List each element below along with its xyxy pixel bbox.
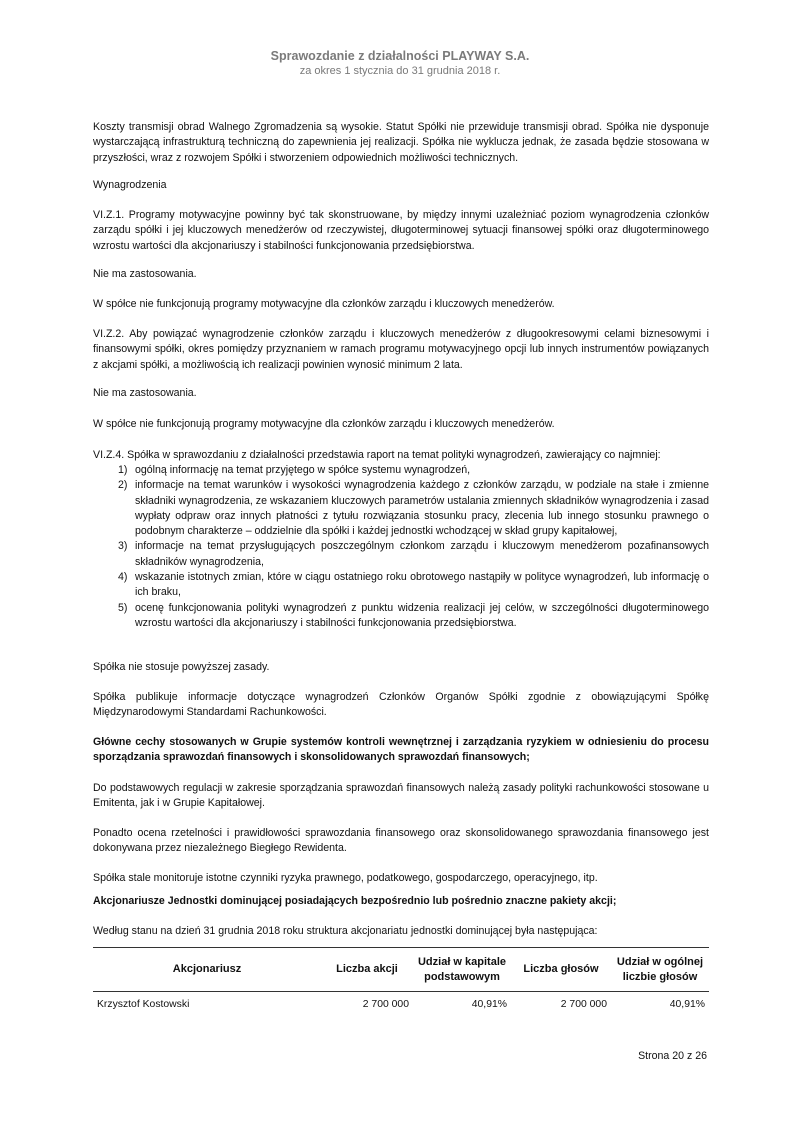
list-item-number: 1) bbox=[118, 464, 128, 476]
column-header-vote-count: Liczba głosów bbox=[511, 948, 611, 992]
paragraph-remuneration-disclosure: Spółka publikuje informacje dotyczące wynagrodzeń Członków Organów Spółki zgodnie z obowiązującymi Spółkę Międzynarodowymi Standardami Rachunkowości. bbox=[93, 691, 709, 719]
list-item-text: ocenę funkcjonowania polityki wynagrodzeń z punktu widzenia realizacji jej celów, w szczególności długoterminowego wzrostu wartości dla akcjonariuszy i stabilności funkcjonowania przedsiębiorstwa. bbox=[135, 601, 709, 629]
paragraph-not-applicable-1: Nie ma zastosowania. bbox=[93, 268, 197, 280]
cell-vote-count: 2 700 000 bbox=[560, 999, 607, 1010]
list-item-number: 4) bbox=[118, 571, 128, 584]
list-item bbox=[93, 601, 709, 632]
list-item bbox=[93, 570, 709, 601]
list-item-number: 3) bbox=[118, 540, 128, 553]
page-number: Strona 20 z 26 bbox=[638, 1050, 707, 1062]
cell-shareholder-name: Krzysztof Kostowski bbox=[97, 999, 190, 1010]
column-header-share-count: Liczba akcji bbox=[321, 948, 413, 992]
list-item-number: 2) bbox=[118, 479, 128, 492]
table-row bbox=[93, 992, 709, 1014]
paragraph-vi-z-1: VI.Z.1. Programy motywacyjne powinny być tak skonstruowane, by między innymi uzależniać poziom wynagrodzenia członków zarządu spółki i jej kluczowych menedżerów od rzeczywistej, długoterminowej sytuacji finansowej spółki oraz długoterminowego wzrostu wartości dla akcjonariuszy i stabilności funkcjonowania przedsiębiorstwa. bbox=[93, 209, 709, 252]
document-header bbox=[0, 48, 800, 79]
section-heading-shareholders: Akcjonariusze Jednostki dominującej posiadających bezpośrednio lub pośrednio znaczne pakiety akcji; bbox=[93, 895, 617, 907]
list-item bbox=[93, 478, 709, 539]
column-header-shareholder: Akcjonariusz bbox=[93, 948, 321, 992]
report-title: Sprawozdanie z działalności PLAYWAY S.A. bbox=[270, 49, 530, 63]
table-header-row bbox=[93, 948, 709, 992]
list-item-text: informacje na temat warunków i wysokości wynagrodzenia każdego z członków zarządu, w podziale na stałe i zmienne składniki wynagrodzenia, ze wskazaniem kluczowych parametrów ustalania zmiennych składników wynagrodzenia i zasad wypłaty odpraw oraz innych płatności z tytułu rozwiązania stosunku pracy, zlecenia lub innego stosunku prawnego o podobnym charakterze – oddzielnie dla spółki i każdej jednostki wchodzącej w skład grupy kapitałowej, bbox=[135, 479, 709, 538]
paragraph-risk-monitoring: Spółka stale monitoruje istotne czynniki ryzyka prawnego, podatkowego, gospodarczego, operacyjnego, itp. bbox=[93, 872, 598, 884]
paragraph-transmission-costs: Koszty transmisji obrad Walnego Zgromadzenia są wysokie. Statut Spółki nie przewiduje transmisji obrad. Spółka nie dysponuje wystarczającą infrastrukturą techniczną do zapewnienia jej realizacji. Spółka nie wyklucza jednak, że zasada będzie stosowana w przyszłości, wraz z rozwojem Spółki i stworzeniem odpowiednich możliwości technicznych. bbox=[93, 121, 709, 164]
column-header-vote-share: Udział w ogólnej liczbie głosów bbox=[611, 948, 709, 992]
section-heading-remuneration: Wynagrodzenia bbox=[93, 179, 167, 191]
cell-share-count: 2 700 000 bbox=[362, 999, 409, 1010]
report-period: za okres 1 stycznia do 31 grudnia 2018 r. bbox=[299, 65, 501, 77]
paragraph-no-incentive-programs-1: W spółce nie funkcjonują programy motywacyjne dla członków zarządu i kluczowych menedżerów. bbox=[93, 298, 555, 310]
remuneration-report-list bbox=[93, 463, 709, 631]
list-item-text: wskazanie istotnych zmian, które w ciągu ostatniego roku obrotowego nastąpiły w polityce wynagrodzeń, lub informację o ich braku, bbox=[135, 571, 709, 599]
cell-capital-share: 40,91% bbox=[471, 999, 507, 1010]
section-heading-internal-control: Główne cechy stosowanych w Grupie systemów kontroli wewnętrznej i zarządzania ryzykiem w odniesieniu do procesu sporządzania sprawozdań finansowych i skonsolidowanych sprawozdań finansowych; bbox=[93, 736, 709, 764]
cell-vote-share: 40,91% bbox=[669, 999, 705, 1010]
paragraph-not-applicable-2: Nie ma zastosowania. bbox=[93, 387, 197, 399]
paragraph-shareholder-structure-intro: Według stanu na dzień 31 grudnia 2018 roku struktura akcjonariatu jednostki dominującej była następująca: bbox=[93, 925, 598, 937]
list-item-text: informacje na temat przysługujących poszczególnym członkom zarządu i kluczowym menedżerom pozafinansowych składników wynagrodzenia, bbox=[135, 540, 709, 568]
column-header-capital-share: Udział w kapitale podstawowym bbox=[413, 948, 511, 992]
list-item-text: ogólną informację na temat przyjętego w spółce systemu wynagrodzeń, bbox=[135, 464, 471, 476]
paragraph-vi-z-2: VI.Z.2. Aby powiązać wynagrodzenie członków zarządu i kluczowych menedżerów z długookresowymi celami biznesowymi i finansowymi spółki, okres pomiędzy przyznaniem w ramach programu motywacyjnego opcji lub innych instrumentów powiązanych z akcjami spółki, a możliwością ich realizacji powinien wynosić minimum 2 lata. bbox=[93, 328, 709, 371]
list-item-number: 5) bbox=[118, 601, 128, 614]
list-item bbox=[93, 463, 709, 478]
paragraph-vi-z-4: VI.Z.4. Spółka w sprawozdaniu z działalności przedstawia raport na temat polityki wynagrodzeń, zawierający co najmniej: bbox=[93, 449, 661, 461]
paragraph-no-incentive-programs-2: W spółce nie funkcjonują programy motywacyjne dla członków zarządu i kluczowych menedżerów. bbox=[93, 418, 555, 430]
paragraph-not-applied: Spółka nie stosuje powyższej zasady. bbox=[93, 661, 270, 673]
paragraph-accounting-policy: Do podstawowych regulacji w zakresie sporządzania sprawozdań finansowych należą zasady polityki rachunkowości stosowane u Emitenta, jak i w Grupie Kapitałowej. bbox=[93, 782, 709, 810]
paragraph-auditor: Ponadto ocena rzetelności i prawidłowości sprawozdania finansowego oraz skonsolidowanego sprawozdania finansowego jest dokonywana przez niezależnego Biegłego Rewidenta. bbox=[93, 827, 709, 855]
list-item bbox=[93, 539, 709, 570]
shareholders-table bbox=[93, 947, 709, 1013]
